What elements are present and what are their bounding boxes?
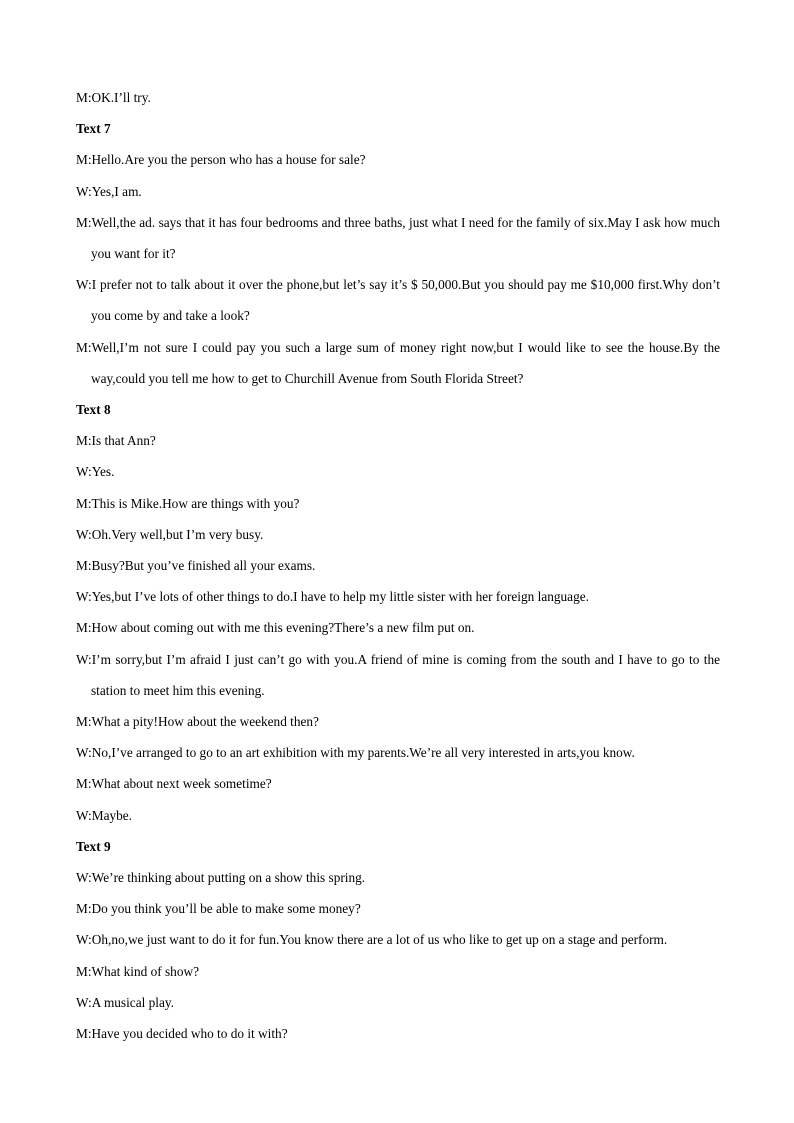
dialogue-line: W:Oh.Very well,but I’m very busy.: [76, 526, 264, 542]
dialogue-line: M:What a pity!How about the weekend then?: [76, 714, 319, 730]
dialogue-line: M:Do you think you’ll be able to make some money?: [76, 901, 361, 917]
dialogue-line: W:Yes.: [76, 464, 115, 480]
dialogue-line: W:Yes,I am.: [76, 183, 142, 199]
dialogue-line: M:Well,I’m not sure I could pay you such a large sum of money right now,but I would like to see the house.By the way,could you tell me how to get to Churchill Avenue from South Florida Street?: [76, 339, 720, 386]
dialogue-line: M:What about next week sometime?: [76, 776, 272, 792]
dialogue-line: W:Yes,but I’ve lots of other things to do.I have to help my little sister with her foreign language.: [76, 589, 589, 605]
section-heading: Text 7: [76, 121, 111, 137]
dialogue-line: W:Oh,no,we just want to do it for fun.You know there are a lot of us who like to get up on a stage and perform.: [76, 932, 668, 948]
dialogue-line: M:OK.I’ll try.: [76, 90, 151, 105]
dialogue-line: M:Hello.Are you the person who has a house for sale?: [76, 152, 366, 168]
dialogue-line: W:We’re thinking about putting on a show this spring.: [76, 870, 366, 886]
dialogue-line: M:Is that Ann?: [76, 433, 156, 449]
dialogue-line: M:Well,the ad. says that it has four bedrooms and three baths, just what I need for the family of six.May I ask how much you want for it?: [76, 214, 720, 262]
dialogue-line: W:A musical play.: [76, 994, 174, 1010]
dialogue-line: W:I’m sorry,but I’m afraid I just can’t go with you.A friend of mine is coming from the south and I have to go to the station to meet him this evening.: [76, 651, 720, 698]
dialogue-line: W:I prefer not to talk about it over the phone,but let’s say it’s $ 50,000.But you should pay me $10,000 first.Why don’t you come by and take a look?: [76, 277, 720, 324]
dialogue-line: M:What kind of show?: [76, 963, 199, 979]
section-heading: Text 9: [76, 838, 111, 854]
transcript-body: [76, 82, 720, 1049]
dialogue-line: M:Have you decided who to do it with?: [76, 1026, 288, 1042]
section-heading: Text 8: [76, 402, 111, 418]
dialogue-line: M:How about coming out with me this evening?There’s a new film put on.: [76, 620, 475, 636]
dialogue-line: W:No,I’ve arranged to go to an art exhibition with my parents.We’re all very interested in arts,you know.: [76, 745, 635, 761]
dialogue-line: M:This is Mike.How are things with you?: [76, 495, 300, 511]
dialogue-line: W:Maybe.: [76, 807, 132, 823]
dialogue-line: M:Busy?But you’ve finished all your exams.: [76, 558, 316, 574]
